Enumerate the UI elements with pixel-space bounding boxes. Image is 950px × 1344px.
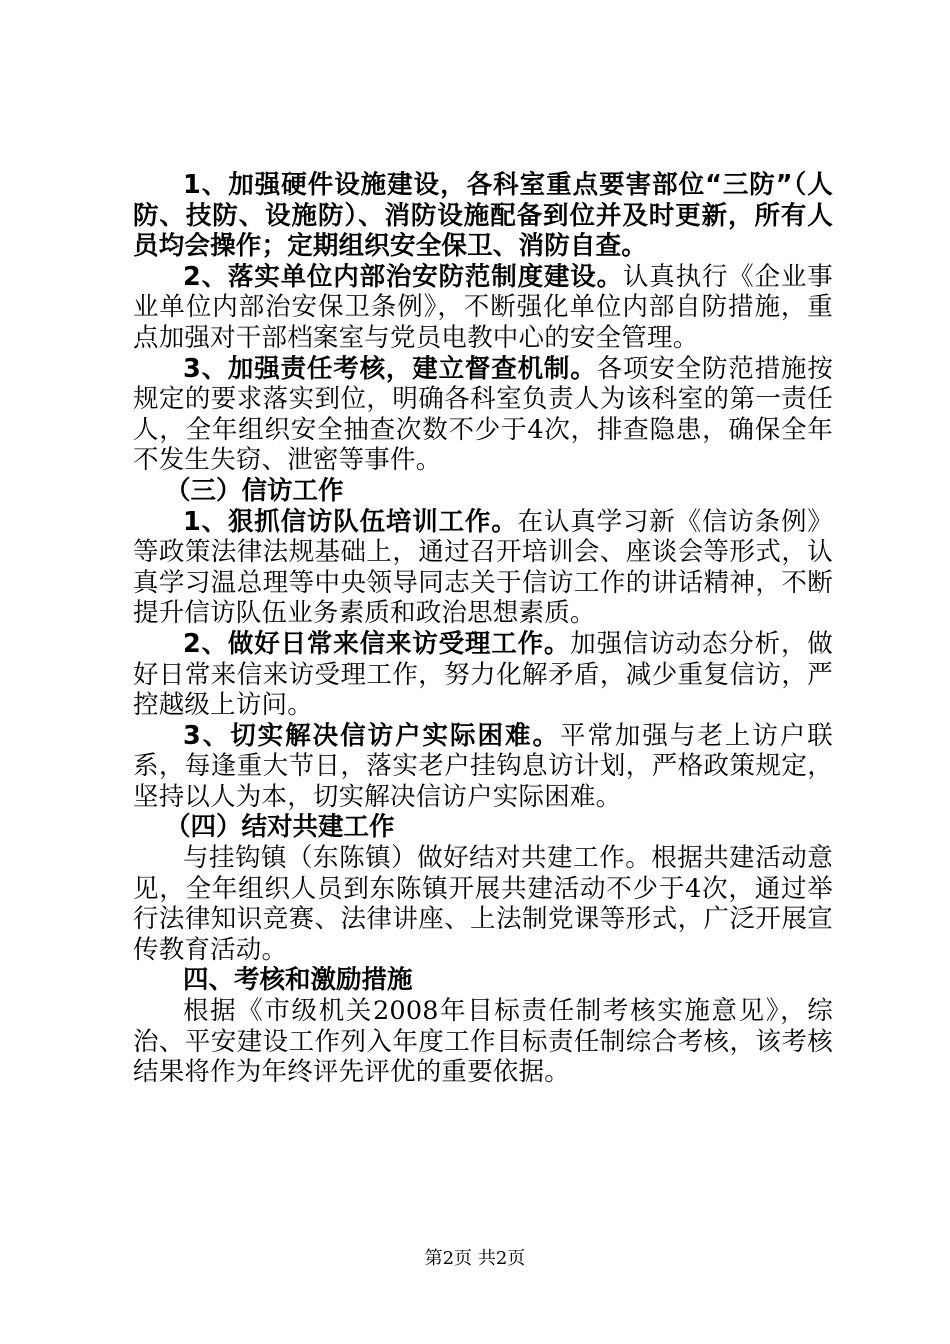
paragraph-2: [133, 262, 833, 354]
paragraph-5-text: 在认真学习新《信访条例》等政策法律法规基础上，通过召开培训会、座谈会等形式，认真学习温总理等中央领导同志关于信访工作的讲话精神，不断提升信访队伍业务素质和政治思想素质。: [133, 506, 833, 629]
page-footer: 第2页 共2页: [424, 1248, 526, 1269]
paragraph-7-lead: 3、切实解决信访户实际困难。: [183, 720, 560, 751]
paragraph-5-lead: 1、狠抓信访队伍培训工作。: [183, 506, 518, 537]
paragraph-1-text: 1、加强硬件设施建设，各科室重点要害部位“三防”（人防、技防、设施防）、消防设施配备到位并及时更新，所有人员均会操作；定期组织安全保卫、消防自查。: [133, 170, 833, 262]
paragraph-3: [133, 354, 833, 476]
paragraph-7-text: 平常加强与老上访户联系，每逢重大节日，落实老户挂钩息访计划，严格政策规定，坚持以人为本，切实解决信访户实际困难。: [133, 720, 833, 812]
section-heading-assessment: 四、考核和激励措施: [183, 965, 413, 996]
document-body: [133, 170, 833, 1088]
paragraph-11-text: 根据《市级机关2008年目标责任制考核实施意见》，综治、平安建设工作列入年度工作目标责任制综合考核，该考核结果将作为年终评先评优的重要依据。: [133, 996, 833, 1088]
paragraph-3-text: 各项安全防范措施按规定的要求落实到位，明确各科室负责人为该科室的第一责任人，全年组织安全抽查次数不少于4次，排查隐患，确保全年不发生失窃、泄密等事件。: [133, 353, 833, 476]
paragraph-6: [133, 629, 833, 721]
section-heading-petition: （三）信访工作: [165, 475, 344, 506]
section-heading-pairing: （四）结对共建工作: [165, 812, 395, 843]
paragraph-9: [133, 843, 833, 965]
paragraph-2-lead: 2、落实单位内部治安防范制度建设。: [183, 261, 623, 292]
paragraph-11: [133, 996, 833, 1088]
paragraph-7: [133, 721, 833, 813]
paragraph-3-lead: 3、加强责任考核，建立督查机制。: [183, 353, 597, 384]
paragraph-1: [133, 170, 833, 262]
paragraph-6-text: 加强信访动态分析，做好日常来信来访受理工作，努力化解矛盾，减少重复信访，严控越级上访问。: [133, 628, 833, 721]
paragraph-2-text: 认真执行《企业事业单位内部治安保卫条例》，不断强化单位内部自防措施，重点加强对干部档案室与党员电教中心的安全管理。: [133, 261, 833, 353]
paragraph-6-lead: 2、做好日常来信来访受理工作。: [183, 628, 571, 659]
paragraph-5: [133, 507, 833, 629]
paragraph-9-text: 与挂钩镇（东陈镇）做好结对共建工作。根据共建活动意见，全年组织人员到东陈镇开展共建活动不少于4次，通过举行法律知识竞赛、法律讲座、上法制党课等形式，广泛开展宣传教育活动。: [133, 843, 833, 965]
